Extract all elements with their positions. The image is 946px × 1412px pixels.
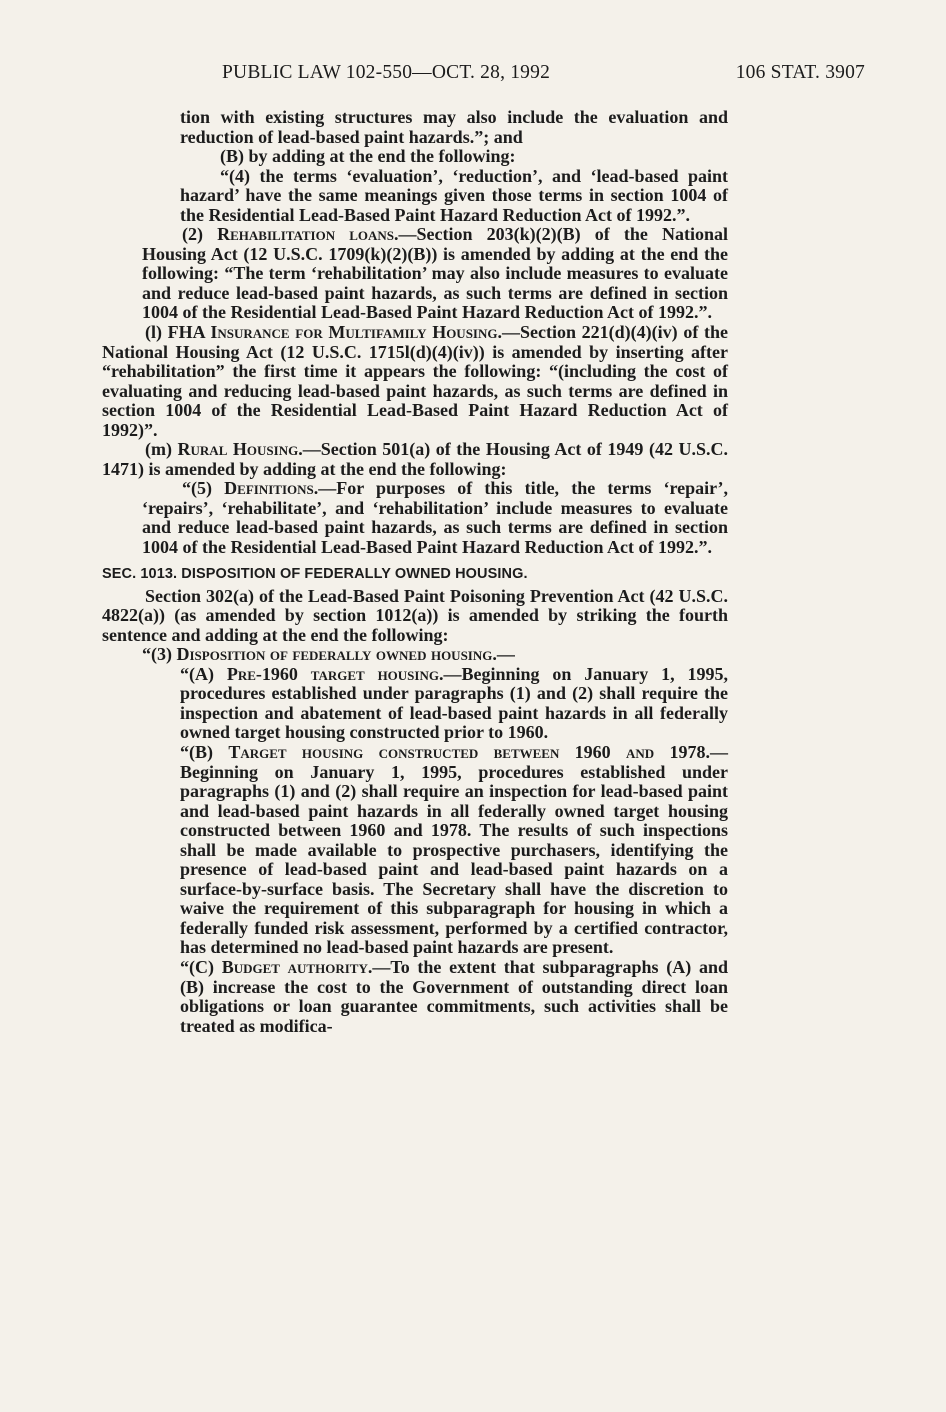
paragraph-target-1960-1978: “(B) Target housing constructed between 1960 and 1978.—Beginning on January 1, 1995, procedures established under paragraphs (1) and (2) shall require an inspection for lead-based paint and lead-based paint hazards in all federally owned target housing constructed between 1960 and 1978. The results of such inspections shall be made available to prospective purchasers, identifying the presence of lead-based paint and lead-based paint hazards on a surface-by-surface basis. The Secretary shall have the discretion to waive the requirement of this subparagraph for housing in which a federally funded risk assessment, performed by a certified contractor, has determined no lead-based paint hazards are present. bbox=[180, 741, 728, 958]
paragraph-pre-1960: “(A) Pre-1960 target housing.—Beginning on January 1, 1995, procedures established under paragraphs (1) and (2) shall require the inspection and abatement of lead-based paint hazards in all federally owned target housing constructed prior to 1960. bbox=[180, 663, 728, 743]
heading-budget-authority: Budget authority. bbox=[221, 956, 373, 977]
paragraph-clause-4: “(4) the terms ‘evaluation’, ‘reduction’, and ‘lead-based paint hazard’ have the same meanings given those terms in section 1004 of the Residential Lead-Based Paint Hazard Reduction Act of 1992.”. bbox=[180, 165, 728, 225]
paragraph-rural-housing: (m) Rural Housing.—Section 501(a) of the Housing Act of 1949 (42 U.S.C. 1471) is amended by adding at the end the following: bbox=[102, 439, 729, 479]
heading-disposition: Disposition of federally owned housing. bbox=[176, 644, 497, 665]
paragraph-continuation: tion with existing structures may also include the evaluation and reduction of lead-based paint hazards.”; and bbox=[180, 107, 728, 147]
paragraph-fha-insurance: (l) FHA Insurance for Multifamily Housing.—Section 221(d)(4)(iv) of the National Housing Act (12 U.S.C. 1715l(d)(4)(iv)) is amended by inserting after “rehabilitation” the first time it appears the following: “(including the cost of evaluating and reducing lead-based paint hazards, as such terms are defined in section 1004 of the Residential Lead-Based Paint Hazard Reduction Act of 1992)”. bbox=[102, 322, 728, 440]
paragraph-clause-b: (B) by adding at the end the following: bbox=[220, 146, 516, 167]
heading-definitions: Definitions. bbox=[224, 478, 319, 499]
heading-rehabilitation-loans: Rehabilitation loans. bbox=[217, 224, 399, 245]
heading-target-1960-1978: Target housing constructed between 1960 and 1978. bbox=[228, 741, 710, 762]
paragraph-rehabilitation-loans: (2) Rehabilitation loans.—Section 203(k)(2)(B) of the National Housing Act (12 U.S.C. 1709(k)(2)(B)) is amended by adding at the end the following: “The term ‘rehabilitation’ may also include measures to evaluate and reduce lead-based paint hazards, as such terms are defined in section 1004 of the Residential Lead-Based Paint Hazard Reduction Act of 1992.”. bbox=[142, 224, 728, 323]
heading-pre-1960: Pre-1960 target housing. bbox=[226, 663, 444, 684]
heading-rural-housing: Rural Housing. bbox=[177, 439, 303, 460]
paragraph-definitions: “(5) Definitions.—For purposes of this title, the terms ‘repair’, ‘repairs’, ‘rehabilitate’, and ‘rehabilitation’ include measures to evaluate and reduce lead-based paint hazards, as such terms are defined in section 1004 of the Residential Lead-Based Paint Hazard Reduction Act of 1992.”. bbox=[142, 478, 728, 558]
heading-fha-insurance: FHA Insurance for Multifamily Housing. bbox=[167, 322, 502, 343]
paragraph-section-302a: Section 302(a) of the Lead-Based Paint Poisoning Prevention Act (42 U.S.C. 4822(a)) (as amended by section 1012(a)) is amended by striking the fourth sentence and adding at the end the following: bbox=[102, 585, 728, 645]
paragraph-budget-authority: “(C) Budget authority.—To the extent that subparagraphs (A) and (B) increase the cost to the Government of outstanding direct loan obligations or loan guarantee commitments, such activities shall be treated as modifica- bbox=[180, 956, 728, 1036]
page-header bbox=[100, 62, 865, 88]
body-text bbox=[102, 108, 728, 1036]
header-stat-citation: 106 STAT. 3907 bbox=[735, 62, 865, 83]
paragraph-disposition: “(3) Disposition of federally owned housing.— bbox=[142, 644, 515, 665]
section-heading-1013: SEC. 1013. DISPOSITION OF FEDERALLY OWNED HOUSING. bbox=[102, 565, 528, 582]
header-title: PUBLIC LAW 102-550—OCT. 28, 1992 bbox=[222, 62, 551, 83]
